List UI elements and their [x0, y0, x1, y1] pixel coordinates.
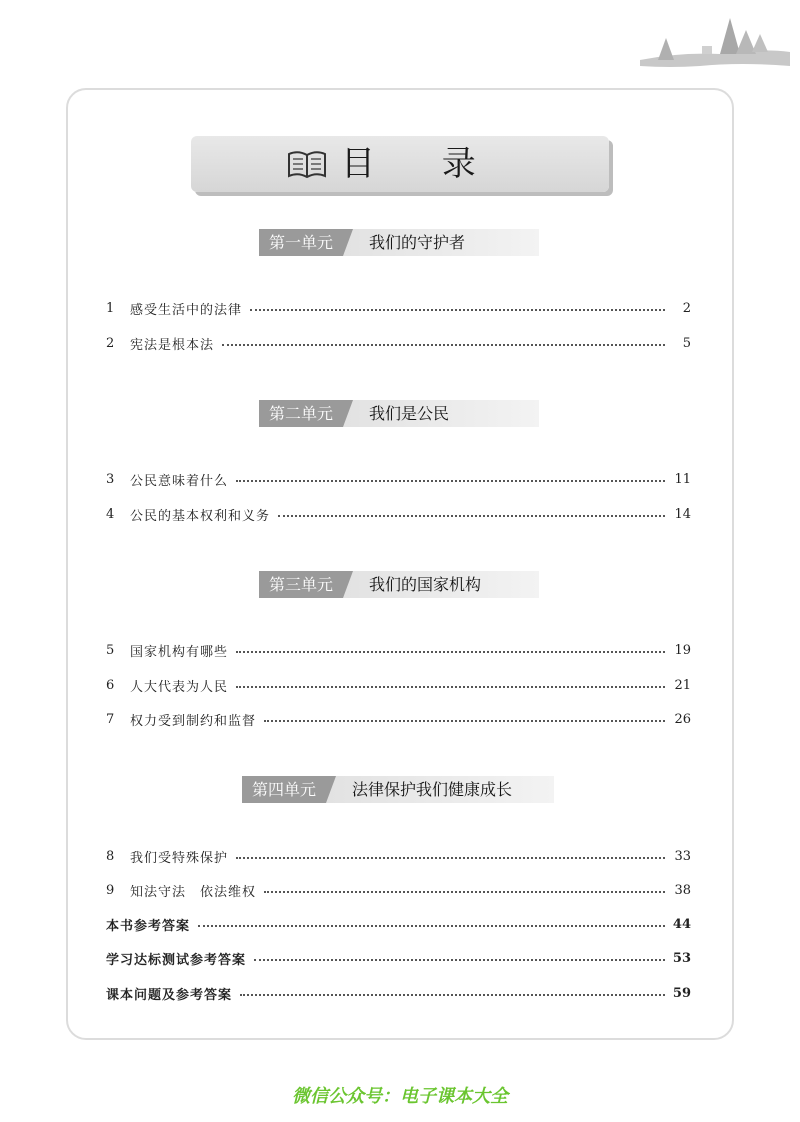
- unit-header: [259, 571, 539, 598]
- toc-entry[interactable]: [106, 709, 691, 729]
- leader-dots: [236, 651, 665, 653]
- leader-dots: [278, 515, 665, 517]
- entry-number: 8: [106, 848, 115, 864]
- leader-dots: [240, 994, 665, 996]
- unit-name: 我们的国家机构: [343, 571, 539, 598]
- leader-dots: [264, 891, 665, 893]
- leader-dots: [236, 857, 665, 859]
- entry-number: 3: [106, 471, 115, 487]
- open-book-icon: [287, 148, 327, 180]
- entry-number: 5: [106, 642, 115, 658]
- toc-entry[interactable]: [106, 846, 691, 866]
- toc-appendix-entry[interactable]: [106, 948, 691, 968]
- entry-page: 2: [682, 300, 691, 316]
- entry-title: 公民意味着什么: [130, 473, 229, 489]
- unit-header: [259, 229, 539, 256]
- entry-page: 59: [672, 985, 691, 1001]
- entry-page: 33: [674, 848, 691, 864]
- unit-tag: 第四单元: [242, 776, 326, 803]
- toc-entry[interactable]: [106, 675, 691, 695]
- toc-appendix-entry[interactable]: [106, 983, 691, 1003]
- entry-title: 人大代表为人民: [130, 679, 229, 695]
- entry-page: 19: [674, 642, 691, 658]
- entry-page: 26: [674, 711, 691, 727]
- toc-entry[interactable]: [106, 469, 691, 489]
- toc-entry[interactable]: [106, 333, 691, 353]
- unit-tag: 第三单元: [259, 571, 343, 598]
- toc-appendix-entry[interactable]: [106, 914, 691, 934]
- entry-number: 6: [106, 677, 115, 693]
- leader-dots: [264, 720, 665, 722]
- unit-header: [242, 776, 554, 803]
- unit-tag: 第一单元: [259, 229, 343, 256]
- entry-title: 公民的基本权利和义务: [130, 508, 271, 524]
- leader-dots: [236, 686, 665, 688]
- toc-entry[interactable]: [106, 640, 691, 660]
- leader-dots: [236, 480, 665, 482]
- toc-entry[interactable]: [106, 298, 691, 318]
- entry-number: 9: [106, 882, 115, 898]
- entry-page: 44: [672, 916, 691, 932]
- leader-dots: [254, 959, 665, 961]
- leader-dots: [198, 925, 665, 927]
- entry-page: 5: [682, 335, 691, 351]
- entry-title: 感受生活中的法律: [130, 302, 243, 318]
- footer-watermark: 微信公众号：电子课本大全: [292, 1086, 508, 1107]
- entry-title: 学习达标测试参考答案: [106, 952, 247, 968]
- leader-dots: [222, 344, 665, 346]
- entry-title: 国家机构有哪些: [130, 644, 229, 660]
- title-banner: [191, 136, 609, 192]
- entry-title: 课本问题及参考答案: [106, 987, 233, 1003]
- unit-name: 我们是公民: [343, 400, 539, 427]
- entry-title: 本书参考答案: [106, 918, 191, 934]
- entry-page: 11: [674, 471, 691, 487]
- unit-tag: 第二单元: [259, 400, 343, 427]
- landscape-decoration-icon: [640, 8, 790, 70]
- entry-title: 我们受特殊保护: [130, 850, 229, 866]
- unit-name: 法律保护我们健康成长: [326, 776, 554, 803]
- leader-dots: [250, 309, 665, 311]
- entry-page: 14: [674, 506, 691, 522]
- entry-number: 7: [106, 711, 115, 727]
- toc-entry[interactable]: [106, 880, 691, 900]
- entry-page: 38: [674, 882, 691, 898]
- entry-number: 2: [106, 335, 115, 351]
- entry-page: 53: [672, 950, 691, 966]
- entry-title: 知法守法 依法维权: [130, 884, 257, 900]
- toc-entry[interactable]: [106, 504, 691, 524]
- entry-title: 权力受到制约和监督: [130, 713, 257, 729]
- page-title: 目 录: [341, 144, 504, 184]
- unit-header: [259, 400, 539, 427]
- entry-number: 4: [106, 506, 115, 522]
- entry-page: 21: [674, 677, 691, 693]
- entry-number: 1: [106, 300, 115, 316]
- entry-title: 宪法是根本法: [130, 337, 215, 353]
- unit-name: 我们的守护者: [343, 229, 539, 256]
